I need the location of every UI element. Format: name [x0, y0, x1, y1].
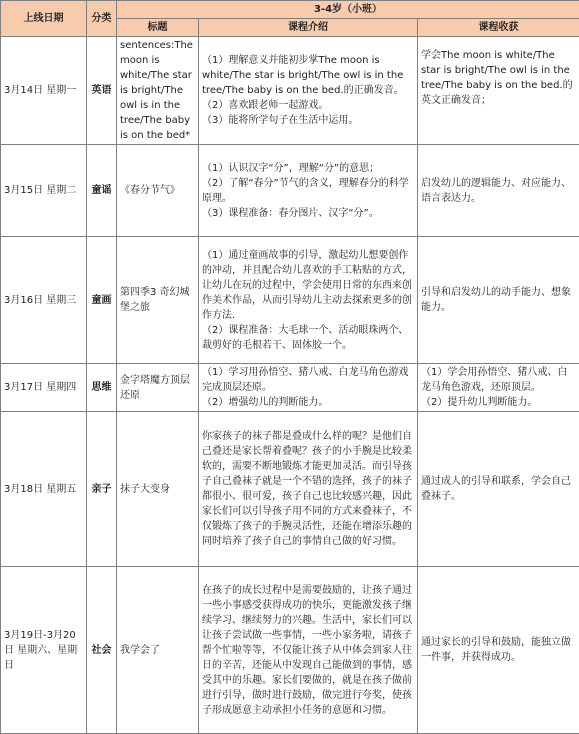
row-category: 思维 [87, 364, 117, 412]
harvest-line: 通过成人的引导和联系，学会自己叠袜子。 [421, 474, 576, 504]
intro-line: （2）了解“春分”节气的含义，理解春分的科学原理。 [202, 176, 414, 206]
intro-line: （2）喜欢跟老师一起游戏。 [202, 98, 414, 113]
row-harvest [418, 567, 579, 734]
row-date: 3月17日 星期四 [1, 364, 87, 412]
header-category: 分类 [87, 1, 117, 37]
intro-paragraph: 你家孩子的袜子都是叠成什么样的呢？是他们自己叠还是家长帮着叠呢？孩子的小手腕是比较柔软的，需要不断地锻炼才能更加灵活。而引导孩子自己叠袜子就是一个不错的选择，孩子的袜子都很小、很可爱，孩子自己也比较感兴趣，因此家长们可以引导孩子用不同的方式来叠袜子，不仅锻炼了孩子的手腕灵活性，还能在增添乐趣的同时培养了孩子自己的事情自己做的好习惯。 [202, 429, 414, 549]
harvest-line: 通过家长的引导和鼓励，能独立做一件事，并获得成功。 [421, 635, 576, 665]
header-harvest: 课程收获 [418, 19, 579, 37]
intro-line: （1）认识汉字“分”，理解“分”的意思； [202, 161, 414, 176]
harvest-line: 启发幼儿的逻辑能力、对应能力、语言表达力。 [421, 176, 576, 206]
row-title: 我学会了 [117, 567, 199, 734]
header-age-group: 3-4岁（小班） [117, 1, 579, 19]
intro-line: （3）课程准备：春分图片、汉字“分”。 [202, 206, 414, 221]
row-intro [199, 364, 418, 412]
row-intro [199, 145, 418, 237]
table-row [1, 412, 579, 567]
row-title: 《春分节气》 [117, 145, 199, 237]
row-date: 3月14日 星期一 [1, 37, 87, 145]
harvest-line: （1）学会用孙悟空、猪八戒、白龙马角色游戏，还原顶层。 [421, 365, 576, 395]
row-title: 金字塔魔方顶层还原 [117, 364, 199, 412]
harvest-line: 引导和启发幼儿的动手能力、想象能力。 [421, 285, 576, 315]
row-category: 童谣 [87, 145, 117, 237]
row-title: sentences:The moon is white/The star is bright/The owl is in the tree/The baby is on the bed* [117, 37, 199, 145]
intro-line: （1）学习用孙悟空、猪八戒、白龙马角色游戏完成顶层还原。 [202, 365, 414, 395]
row-intro [199, 37, 418, 145]
table-row [1, 567, 579, 734]
row-intro [199, 237, 418, 364]
header-title: 标题 [117, 19, 199, 37]
harvest-line: （2）提升幼儿判断能力。 [421, 395, 576, 410]
table-row [1, 145, 579, 237]
row-harvest [418, 237, 579, 364]
row-harvest [418, 412, 579, 567]
intro-line: （1）通过童画故事的引导，激起幼儿想要创作的冲动，并且配合幼儿喜欢的手工粘贴的方式，让幼儿在玩的过程中，学会使用日常的东西来创作美术作品，从而引导幼儿主动去探索更多的创作方法. [202, 248, 414, 323]
intro-line: （1）理解意义并能初步掌The moon is white/The star is bright/The owl is in the tree/The baby is on the bed.的正确发音。 [202, 53, 414, 98]
row-harvest [418, 364, 579, 412]
row-harvest [418, 37, 579, 145]
row-date: 3月15日 星期二 [1, 145, 87, 237]
table-row [1, 364, 579, 412]
table-row [1, 37, 579, 145]
row-date: 3月18日 星期五 [1, 412, 87, 567]
intro-line: （2）课程准备：大毛球一个、活动眼珠两个、裁剪好的毛根若干、固体胶一个。 [202, 323, 414, 353]
row-category: 社会 [87, 567, 117, 734]
row-title: 第四季3 奇幻城堡之旅 [117, 237, 199, 364]
intro-line: （2）增强幼儿的判断能力。 [202, 395, 414, 410]
header-intro: 课程介绍 [199, 19, 418, 37]
header-date: 上线日期 [1, 1, 87, 37]
row-intro [199, 567, 418, 734]
intro-line: （3）能将所学句子在生活中运用。 [202, 113, 414, 128]
row-title: 抹子大变身 [117, 412, 199, 567]
row-date: 3月16日 星期三 [1, 237, 87, 364]
harvest-line: 学会The moon is white/The star is bright/The owl is in the tree/The baby is on the bed.的英文正确发音； [421, 48, 576, 108]
row-harvest [418, 145, 579, 237]
row-category: 童画 [87, 237, 117, 364]
table-row [1, 237, 579, 364]
row-category: 英语 [87, 37, 117, 145]
intro-paragraph: 在孩子的成长过程中是需要鼓励的，让孩子通过一些小事感受获得成功的快乐，更能激发孩子继续学习、继续努力的兴趣。生活中，家长们可以让孩子尝试做一些事情，一些小家务啦，请孩子帮个忙啦等等，不仅能让孩子从中体会到家人往日的辛苦，还能从中发现自己能做到的事情，感受其中的乐趣。家长们要做的，就是在孩子做前进行引导，做时进行鼓励，做完进行夸奖，使孩子形成愿意主动承担小任务的意愿和习惯。 [202, 583, 414, 718]
row-date: 3月19日-3月20日 星期六、星期日 [1, 567, 87, 734]
row-category: 亲子 [87, 412, 117, 567]
row-intro [199, 412, 418, 567]
